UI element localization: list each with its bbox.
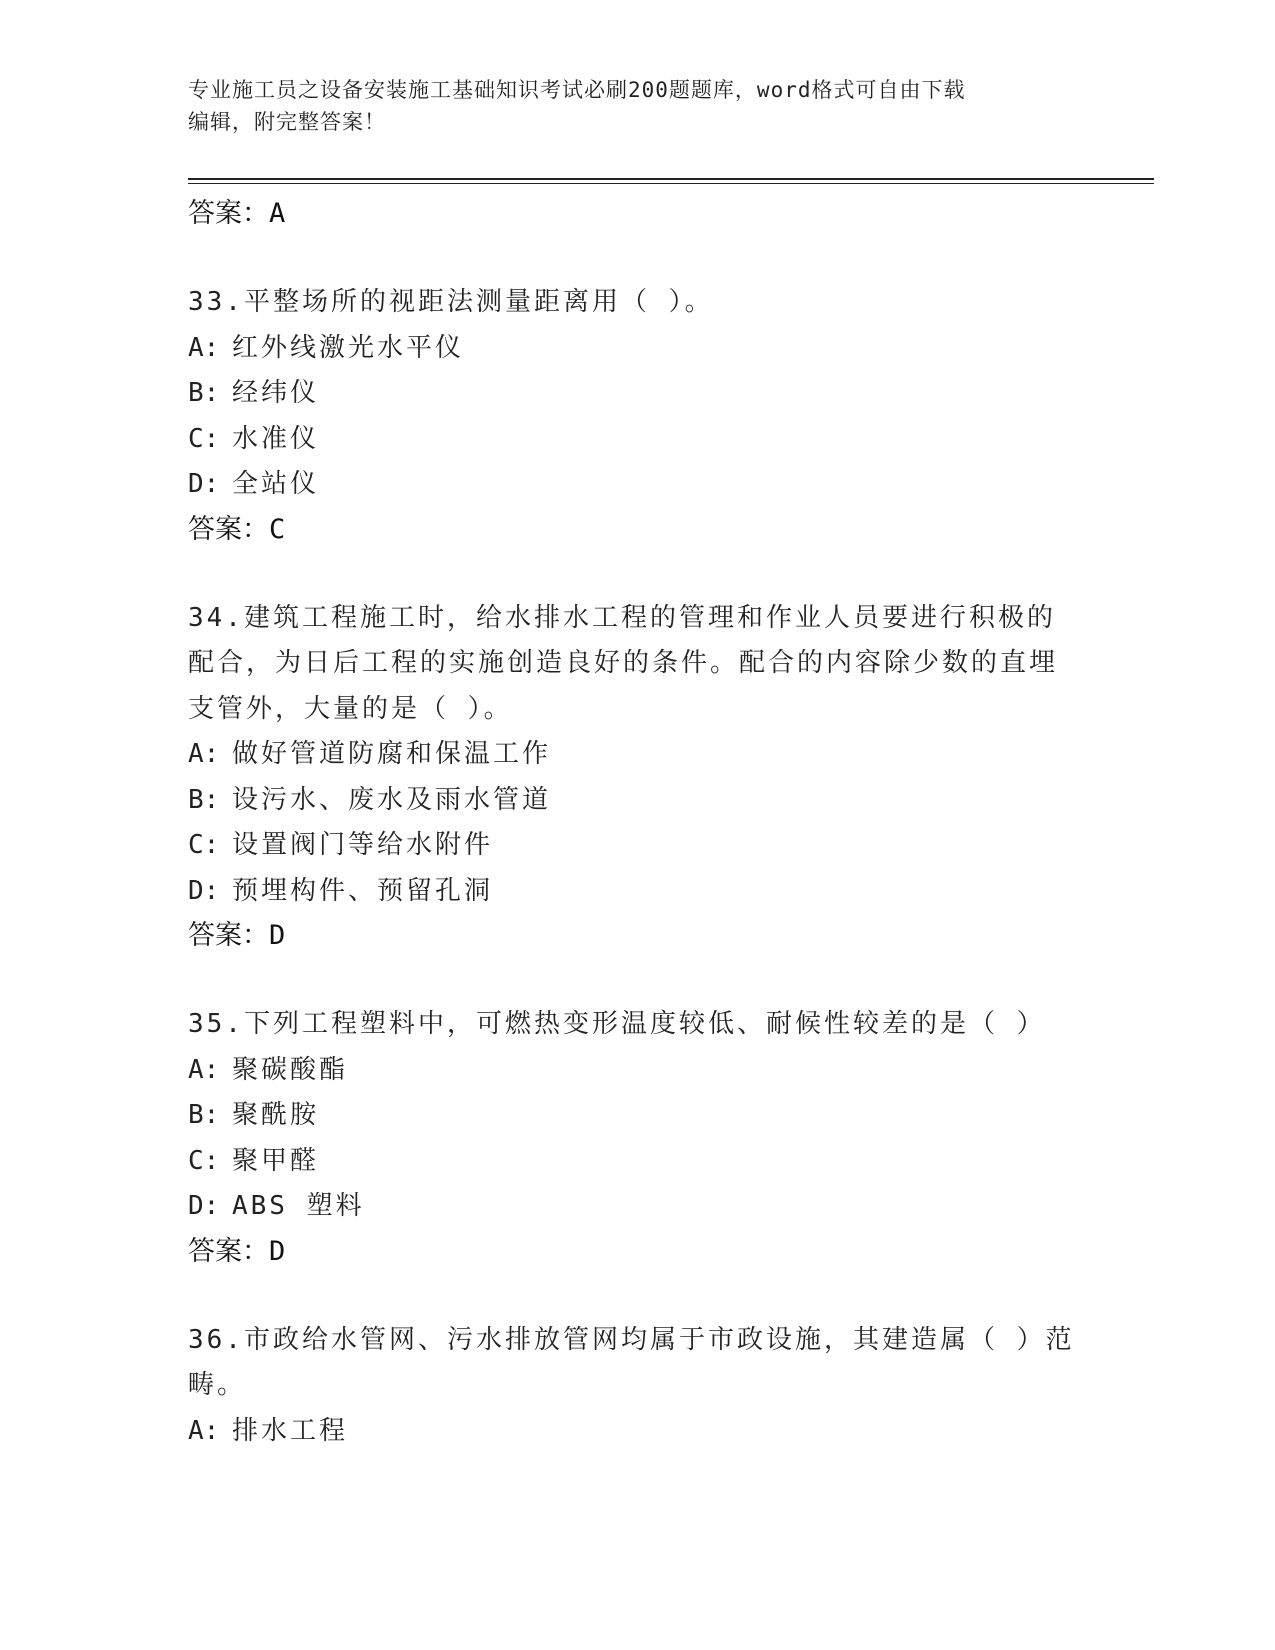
answer-value: D <box>269 1235 286 1267</box>
option-d <box>188 462 1088 508</box>
option-d <box>188 1184 1088 1230</box>
option-key: D: <box>188 469 220 499</box>
answer-line <box>188 1230 1088 1274</box>
document-content <box>188 192 1088 1454</box>
spacer <box>188 958 1088 1002</box>
answer-label: 答案： <box>188 1235 269 1267</box>
header-divider-thin <box>188 183 1154 184</box>
spacer <box>188 1274 1088 1318</box>
option-text: 设置阀门等给水附件 <box>232 830 494 860</box>
question-block <box>188 596 1088 959</box>
option-b <box>188 778 1088 824</box>
question-block <box>188 1002 1088 1274</box>
answer-value: D <box>269 920 286 951</box>
option-text: 预埋构件、预留孔洞 <box>232 875 494 906</box>
option-key: B: <box>188 378 220 408</box>
question-stem: 34.建筑工程施工时，给水排水工程的管理和作业人员要进行积极的配合，为日后工程的实施创造良好的条件。配合的内容除少数的直埋支管外，大量的是（ ）。 <box>188 602 1059 724</box>
option-c <box>188 417 1088 463</box>
document-header <box>188 74 1068 138</box>
option-text: 全站仪 <box>232 469 320 499</box>
answer-label: 答案： <box>188 513 269 545</box>
option-c <box>188 1139 1088 1185</box>
option-b <box>188 1093 1088 1139</box>
option-text: 经纬仪 <box>232 378 320 408</box>
option-text: 聚碳酸酯 <box>232 1054 349 1085</box>
option-text: 水准仪 <box>232 423 320 454</box>
question-stem: 35.下列工程塑料中，可燃热变形温度较低、耐候性较差的是（ ） <box>188 1009 1046 1039</box>
option-text: 聚甲醛 <box>232 1145 320 1176</box>
option-key: B: <box>188 1100 220 1130</box>
option-text: 红外线激光水平仪 <box>232 332 465 363</box>
option-text: 做好管道防腐和保温工作 <box>232 739 552 769</box>
option-key: D: <box>188 1191 220 1221</box>
answer-line <box>188 508 1088 552</box>
option-text: ABS 塑料 <box>232 1191 365 1221</box>
option-text: 聚酰胺 <box>232 1100 320 1130</box>
option-text: 设污水、废水及雨水管道 <box>232 784 552 815</box>
answer-line <box>188 192 1088 236</box>
option-key: A: <box>188 1054 220 1085</box>
option-c <box>188 823 1088 869</box>
answer-value: A <box>269 198 286 229</box>
option-a <box>188 1048 1088 1094</box>
question-stem: 36.市政给水管网、污水排放管网均属于市政设施，其建造属（ ）范畴。 <box>188 1324 1075 1400</box>
option-key: C: <box>188 1145 220 1176</box>
question-block <box>188 280 1088 552</box>
option-key: D: <box>188 875 220 906</box>
option-key: C: <box>188 830 220 860</box>
option-a <box>188 1409 1088 1455</box>
answer-value: C <box>269 513 286 545</box>
question-block <box>188 1318 1088 1455</box>
option-text: 排水工程 <box>232 1415 349 1446</box>
option-key: A: <box>188 739 220 769</box>
option-key: A: <box>188 332 220 363</box>
option-d <box>188 869 1088 915</box>
header-line-2: 编辑，附完整答案！ <box>188 110 386 134</box>
option-a <box>188 732 1088 778</box>
option-key: C: <box>188 423 220 454</box>
spacer <box>188 236 1088 280</box>
header-divider-thick <box>188 178 1154 180</box>
answer-label: 答案： <box>188 920 269 951</box>
option-key: A: <box>188 1415 220 1446</box>
spacer <box>188 552 1088 596</box>
answer-line <box>188 914 1088 958</box>
option-key: B: <box>188 784 220 815</box>
header-line-1: 专业施工员之设备安装施工基础知识考试必刷200题题库，word格式可自由下载 <box>188 78 966 102</box>
question-stem: 33.平整场所的视距法测量距离用（ ）。 <box>188 287 714 317</box>
answer-label: 答案： <box>188 198 269 229</box>
option-a <box>188 326 1088 372</box>
option-b <box>188 371 1088 417</box>
